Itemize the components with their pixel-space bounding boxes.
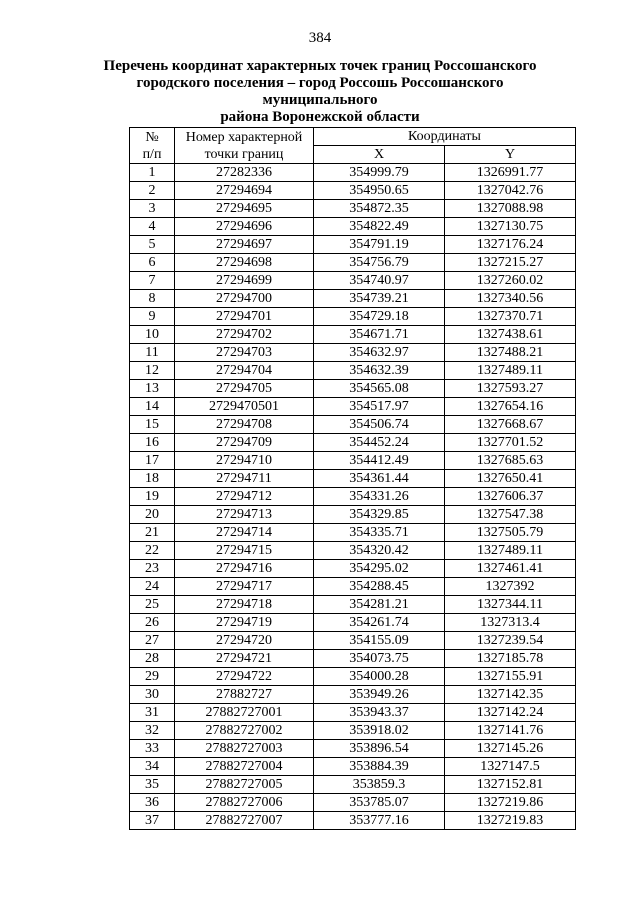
cell-y: 1326991.77 bbox=[445, 164, 576, 182]
cell-x: 354320.42 bbox=[314, 542, 445, 560]
table-row bbox=[130, 272, 576, 290]
cell-x: 354329.85 bbox=[314, 506, 445, 524]
table-row bbox=[130, 722, 576, 740]
cell-x: 354565.08 bbox=[314, 380, 445, 398]
cell-x: 354632.39 bbox=[314, 362, 445, 380]
table-row bbox=[130, 308, 576, 326]
table-row bbox=[130, 452, 576, 470]
cell-x: 354756.79 bbox=[314, 254, 445, 272]
table-row bbox=[130, 650, 576, 668]
cell-number: 4 bbox=[130, 218, 175, 236]
cell-point-id: 27294702 bbox=[175, 326, 314, 344]
cell-number: 9 bbox=[130, 308, 175, 326]
table-body bbox=[130, 164, 576, 830]
cell-y: 1327042.76 bbox=[445, 182, 576, 200]
cell-point-id: 27294714 bbox=[175, 524, 314, 542]
cell-y: 1327142.24 bbox=[445, 704, 576, 722]
cell-y: 1327219.83 bbox=[445, 812, 576, 830]
table-row bbox=[130, 560, 576, 578]
cell-point-id: 27294718 bbox=[175, 596, 314, 614]
cell-x: 354999.79 bbox=[314, 164, 445, 182]
cell-number: 29 bbox=[130, 668, 175, 686]
cell-point-id: 27294700 bbox=[175, 290, 314, 308]
cell-number: 11 bbox=[130, 344, 175, 362]
header-point-id bbox=[175, 128, 314, 164]
cell-y: 1327438.61 bbox=[445, 326, 576, 344]
table-row bbox=[130, 236, 576, 254]
table-row bbox=[130, 704, 576, 722]
table-row bbox=[130, 488, 576, 506]
cell-y: 1327606.37 bbox=[445, 488, 576, 506]
cell-y: 1327155.91 bbox=[445, 668, 576, 686]
table-row bbox=[130, 344, 576, 362]
table-row bbox=[130, 182, 576, 200]
coordinates-table bbox=[129, 127, 576, 830]
cell-y: 1327370.71 bbox=[445, 308, 576, 326]
document-title bbox=[80, 58, 560, 126]
table-row bbox=[130, 776, 576, 794]
cell-x: 353918.02 bbox=[314, 722, 445, 740]
cell-y: 1327685.63 bbox=[445, 452, 576, 470]
cell-x: 354740.97 bbox=[314, 272, 445, 290]
cell-number: 24 bbox=[130, 578, 175, 596]
cell-number: 22 bbox=[130, 542, 175, 560]
cell-point-id: 27294719 bbox=[175, 614, 314, 632]
title-line: городского поселения – город Россошь Россошанского муниципального bbox=[136, 75, 504, 108]
cell-number: 28 bbox=[130, 650, 175, 668]
cell-y: 1327142.35 bbox=[445, 686, 576, 704]
cell-point-id: 27882727 bbox=[175, 686, 314, 704]
cell-x: 354506.74 bbox=[314, 416, 445, 434]
cell-point-id: 27882727007 bbox=[175, 812, 314, 830]
cell-x: 353896.54 bbox=[314, 740, 445, 758]
table-row bbox=[130, 380, 576, 398]
table-row bbox=[130, 200, 576, 218]
table-row bbox=[130, 470, 576, 488]
cell-number: 31 bbox=[130, 704, 175, 722]
cell-x: 353777.16 bbox=[314, 812, 445, 830]
cell-y: 1327593.27 bbox=[445, 380, 576, 398]
cell-x: 354281.21 bbox=[314, 596, 445, 614]
cell-point-id: 27282336 bbox=[175, 164, 314, 182]
cell-x: 354452.24 bbox=[314, 434, 445, 452]
cell-point-id: 27294720 bbox=[175, 632, 314, 650]
cell-number: 32 bbox=[130, 722, 175, 740]
cell-point-id: 27294698 bbox=[175, 254, 314, 272]
cell-y: 1327260.02 bbox=[445, 272, 576, 290]
cell-y: 1327654.16 bbox=[445, 398, 576, 416]
cell-y: 1327489.11 bbox=[445, 542, 576, 560]
cell-point-id: 27294701 bbox=[175, 308, 314, 326]
cell-point-id: 2729470501 bbox=[175, 398, 314, 416]
cell-x: 354412.49 bbox=[314, 452, 445, 470]
table-row bbox=[130, 290, 576, 308]
table-row bbox=[130, 740, 576, 758]
cell-number: 26 bbox=[130, 614, 175, 632]
cell-point-id: 27294722 bbox=[175, 668, 314, 686]
cell-y: 1327147.5 bbox=[445, 758, 576, 776]
cell-point-id: 27294696 bbox=[175, 218, 314, 236]
cell-x: 354155.09 bbox=[314, 632, 445, 650]
cell-x: 354729.18 bbox=[314, 308, 445, 326]
table-row bbox=[130, 524, 576, 542]
cell-y: 1327088.98 bbox=[445, 200, 576, 218]
cell-point-id: 27294704 bbox=[175, 362, 314, 380]
header-number-line2: п/п bbox=[142, 146, 162, 162]
cell-y: 1327461.41 bbox=[445, 560, 576, 578]
cell-number: 23 bbox=[130, 560, 175, 578]
cell-number: 14 bbox=[130, 398, 175, 416]
cell-y: 1327239.54 bbox=[445, 632, 576, 650]
cell-y: 1327215.27 bbox=[445, 254, 576, 272]
title-line: Перечень координат характерных точек границ Россошанского bbox=[103, 58, 537, 74]
cell-number: 18 bbox=[130, 470, 175, 488]
cell-y: 1327505.79 bbox=[445, 524, 576, 542]
table-row bbox=[130, 218, 576, 236]
table-row bbox=[130, 506, 576, 524]
table-row bbox=[130, 542, 576, 560]
cell-x: 354295.02 bbox=[314, 560, 445, 578]
cell-y: 1327489.11 bbox=[445, 362, 576, 380]
cell-y: 1327145.26 bbox=[445, 740, 576, 758]
cell-x: 353884.39 bbox=[314, 758, 445, 776]
coordinates-table-wrapper bbox=[129, 127, 576, 830]
cell-point-id: 27882727005 bbox=[175, 776, 314, 794]
page-number: 384 bbox=[308, 30, 332, 46]
cell-number: 19 bbox=[130, 488, 175, 506]
cell-x: 354791.19 bbox=[314, 236, 445, 254]
cell-point-id: 27294721 bbox=[175, 650, 314, 668]
table-row bbox=[130, 398, 576, 416]
cell-x: 354000.28 bbox=[314, 668, 445, 686]
table-row bbox=[130, 326, 576, 344]
cell-point-id: 27294711 bbox=[175, 470, 314, 488]
table-row bbox=[130, 578, 576, 596]
header-number-line1: № bbox=[145, 129, 159, 145]
cell-point-id: 27294703 bbox=[175, 344, 314, 362]
table-row bbox=[130, 614, 576, 632]
cell-number: 21 bbox=[130, 524, 175, 542]
cell-y: 1327488.21 bbox=[445, 344, 576, 362]
cell-x: 354671.71 bbox=[314, 326, 445, 344]
cell-x: 354517.97 bbox=[314, 398, 445, 416]
cell-number: 10 bbox=[130, 326, 175, 344]
header-point-id-line1: Номер характерной bbox=[185, 129, 303, 145]
cell-x: 354361.44 bbox=[314, 470, 445, 488]
cell-x: 354872.35 bbox=[314, 200, 445, 218]
cell-x: 353949.26 bbox=[314, 686, 445, 704]
cell-y: 1327340.56 bbox=[445, 290, 576, 308]
cell-y: 1327219.86 bbox=[445, 794, 576, 812]
cell-y: 1327650.41 bbox=[445, 470, 576, 488]
header-row bbox=[130, 128, 576, 146]
cell-x: 354632.97 bbox=[314, 344, 445, 362]
cell-number: 36 bbox=[130, 794, 175, 812]
cell-y: 1327313.4 bbox=[445, 614, 576, 632]
cell-y: 1327185.78 bbox=[445, 650, 576, 668]
cell-point-id: 27882727004 bbox=[175, 758, 314, 776]
cell-point-id: 27294712 bbox=[175, 488, 314, 506]
table-row bbox=[130, 362, 576, 380]
header-point-id-line2: точки границ bbox=[204, 146, 284, 162]
cell-x: 354335.71 bbox=[314, 524, 445, 542]
cell-x: 354331.26 bbox=[314, 488, 445, 506]
cell-x: 354288.45 bbox=[314, 578, 445, 596]
cell-point-id: 27294713 bbox=[175, 506, 314, 524]
table-row bbox=[130, 632, 576, 650]
cell-x: 354950.65 bbox=[314, 182, 445, 200]
cell-number: 33 bbox=[130, 740, 175, 758]
cell-y: 1327130.75 bbox=[445, 218, 576, 236]
cell-number: 8 bbox=[130, 290, 175, 308]
cell-point-id: 27294705 bbox=[175, 380, 314, 398]
cell-x: 354822.49 bbox=[314, 218, 445, 236]
cell-point-id: 27882727001 bbox=[175, 704, 314, 722]
cell-number: 27 bbox=[130, 632, 175, 650]
table-row bbox=[130, 254, 576, 272]
header-number bbox=[130, 128, 175, 164]
table-row bbox=[130, 164, 576, 182]
cell-number: 1 bbox=[130, 164, 175, 182]
cell-number: 37 bbox=[130, 812, 175, 830]
header-y: Y bbox=[445, 146, 576, 164]
table-row bbox=[130, 668, 576, 686]
table-row bbox=[130, 416, 576, 434]
cell-number: 6 bbox=[130, 254, 175, 272]
cell-number: 30 bbox=[130, 686, 175, 704]
cell-y: 1327547.38 bbox=[445, 506, 576, 524]
cell-number: 16 bbox=[130, 434, 175, 452]
cell-number: 5 bbox=[130, 236, 175, 254]
cell-x: 353943.37 bbox=[314, 704, 445, 722]
header-x: X bbox=[314, 146, 445, 164]
cell-x: 353785.07 bbox=[314, 794, 445, 812]
cell-point-id: 27882727006 bbox=[175, 794, 314, 812]
cell-point-id: 27294708 bbox=[175, 416, 314, 434]
cell-number: 35 bbox=[130, 776, 175, 794]
cell-x: 354261.74 bbox=[314, 614, 445, 632]
cell-y: 1327344.11 bbox=[445, 596, 576, 614]
table-row bbox=[130, 812, 576, 830]
cell-number: 17 bbox=[130, 452, 175, 470]
cell-number: 2 bbox=[130, 182, 175, 200]
cell-point-id: 27294715 bbox=[175, 542, 314, 560]
cell-number: 25 bbox=[130, 596, 175, 614]
cell-y: 1327392 bbox=[445, 578, 576, 596]
cell-y: 1327176.24 bbox=[445, 236, 576, 254]
cell-x: 354073.75 bbox=[314, 650, 445, 668]
title-line: района Воронежской области bbox=[220, 109, 420, 125]
cell-point-id: 27294695 bbox=[175, 200, 314, 218]
cell-point-id: 27294716 bbox=[175, 560, 314, 578]
header-coordinates: Координаты bbox=[314, 128, 576, 146]
cell-x: 354739.21 bbox=[314, 290, 445, 308]
table-row bbox=[130, 434, 576, 452]
table-row bbox=[130, 758, 576, 776]
cell-x: 353859.3 bbox=[314, 776, 445, 794]
cell-y: 1327152.81 bbox=[445, 776, 576, 794]
cell-point-id: 27294709 bbox=[175, 434, 314, 452]
cell-number: 3 bbox=[130, 200, 175, 218]
cell-point-id: 27294699 bbox=[175, 272, 314, 290]
table-row bbox=[130, 596, 576, 614]
cell-point-id: 27294697 bbox=[175, 236, 314, 254]
table-row bbox=[130, 794, 576, 812]
cell-y: 1327141.76 bbox=[445, 722, 576, 740]
table-row bbox=[130, 686, 576, 704]
cell-point-id: 27882727003 bbox=[175, 740, 314, 758]
cell-y: 1327668.67 bbox=[445, 416, 576, 434]
cell-number: 20 bbox=[130, 506, 175, 524]
cell-number: 13 bbox=[130, 380, 175, 398]
cell-number: 15 bbox=[130, 416, 175, 434]
cell-point-id: 27294717 bbox=[175, 578, 314, 596]
cell-number: 7 bbox=[130, 272, 175, 290]
cell-y: 1327701.52 bbox=[445, 434, 576, 452]
cell-number: 34 bbox=[130, 758, 175, 776]
cell-point-id: 27882727002 bbox=[175, 722, 314, 740]
cell-point-id: 27294694 bbox=[175, 182, 314, 200]
cell-number: 12 bbox=[130, 362, 175, 380]
cell-point-id: 27294710 bbox=[175, 452, 314, 470]
